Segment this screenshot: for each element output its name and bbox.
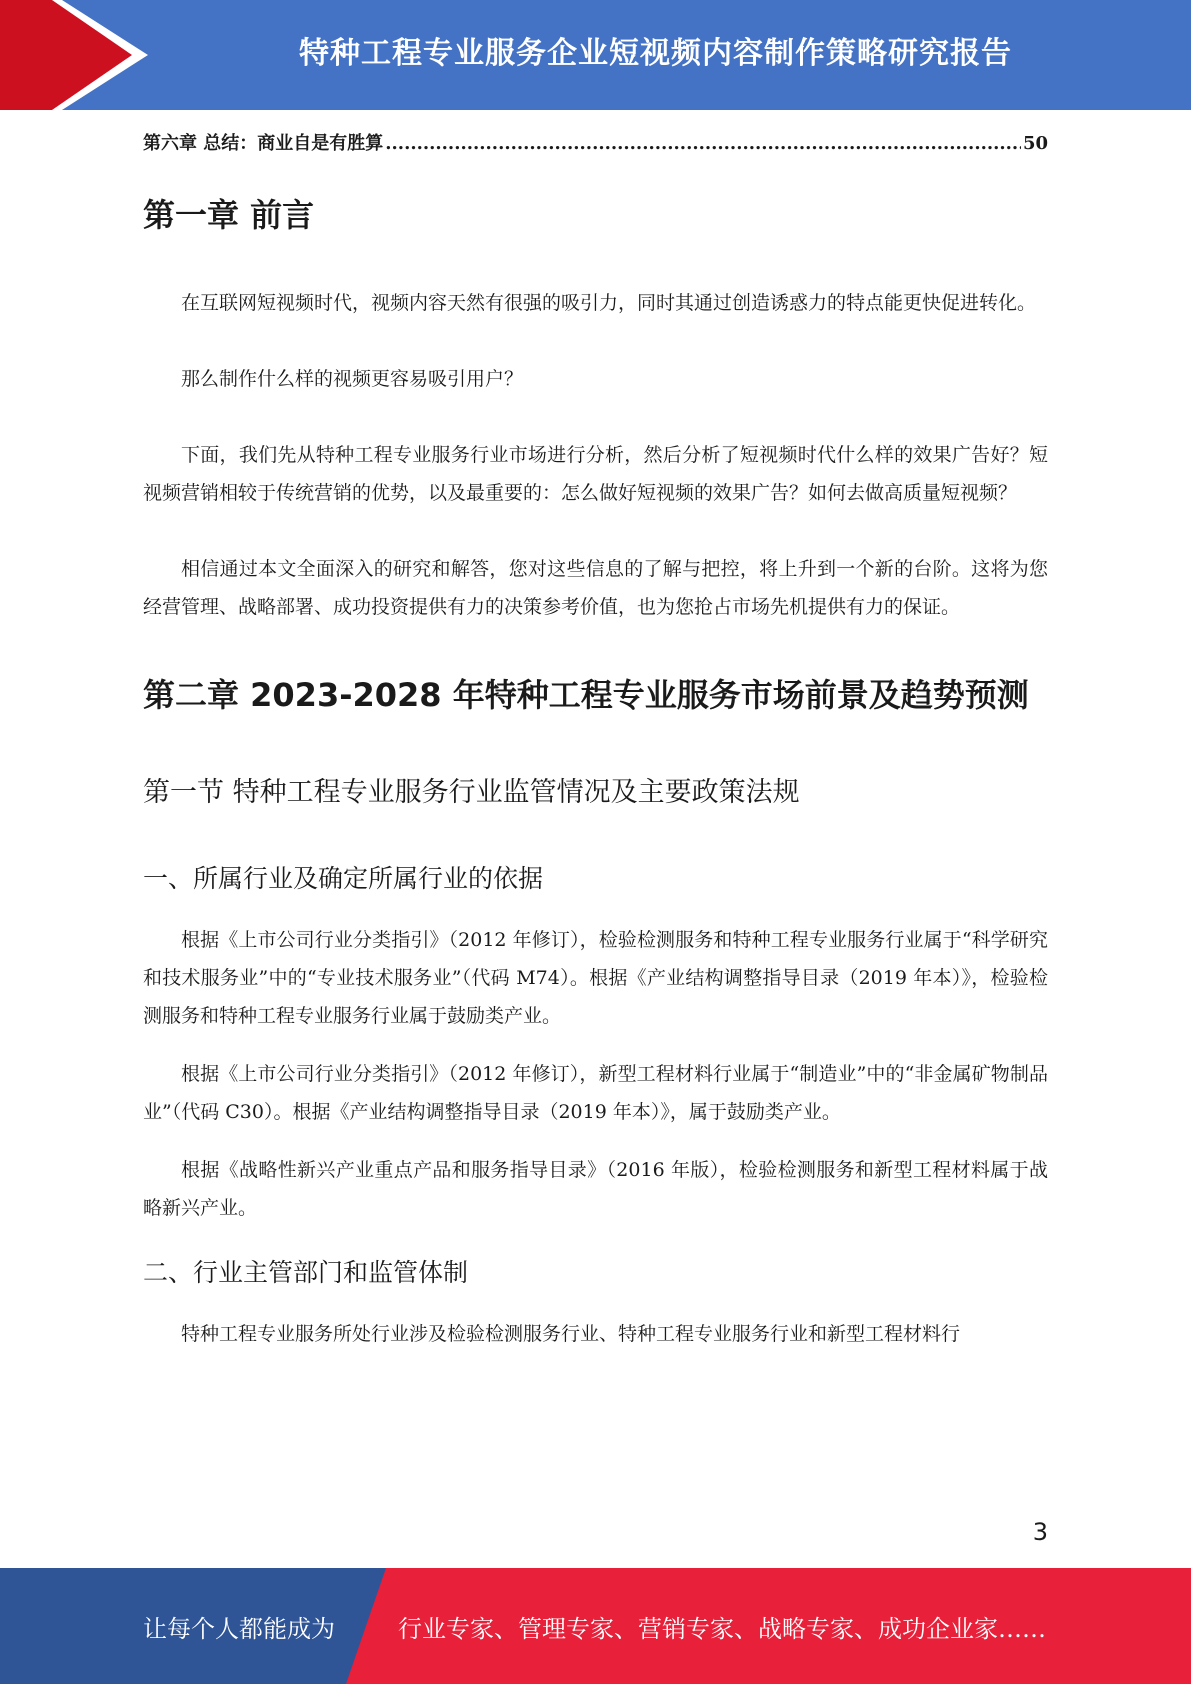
subsection-1-paragraph: 根据《战略性新兴产业重点产品和服务指导目录》（2016 年版），检验检测服务和新型工程材料属于战略新兴产业。 bbox=[143, 1159, 1048, 1219]
chapter-1-paragraph: 在互联网短视频时代，视频内容天然有很强的吸引力，同时其通过创造诱惑力的特点能更快促进转化。 bbox=[181, 292, 1037, 314]
footer-banner bbox=[0, 1568, 1191, 1684]
page-content bbox=[143, 122, 1048, 1353]
toc-entry-label: 第六章 总结：商业自是有胜算 bbox=[143, 133, 384, 154]
subsection-2-heading: 二、行业主管部门和监管体制 bbox=[143, 1258, 469, 1287]
toc-entry[interactable] bbox=[143, 122, 1048, 166]
subsection-1-heading: 一、所属行业及确定所属行业的依据 bbox=[143, 864, 544, 893]
report-title: 特种工程专业服务企业短视频内容制作策略研究报告 bbox=[299, 36, 1012, 71]
chapter-1-paragraph: 那么制作什么样的视频更容易吸引用户？ bbox=[181, 368, 524, 390]
subsection-2-paragraph: 特种工程专业服务所处行业涉及检验检测服务行业、特种工程专业服务行业和新型工程材料行 bbox=[181, 1323, 961, 1345]
subsection-1-paragraph: 根据《上市公司行业分类指引》（2012 年修订），检验检测服务和特种工程专业服务行业属于“科学研究和技术服务业”中的“专业技术服务业”（代码 M74）。根据《产业结构调整指导目录（2019 年本）》，检验检测服务和特种工程专业服务行业属于鼓励类产业。 bbox=[143, 929, 1048, 1027]
footer-slogan-right: 行业专家、管理专家、营销专家、战略专家、成功企业家…… bbox=[398, 1614, 1046, 1643]
toc-leader-dots bbox=[385, 122, 1021, 166]
chapter-1-heading: 第一章 前言 bbox=[143, 196, 315, 234]
chapter-2-heading: 第二章 2023-2028 年特种工程专业服务市场前景及趋势预测 bbox=[143, 676, 1029, 714]
footer-slogan-left: 让每个人都能成为 bbox=[143, 1614, 335, 1643]
section-1-heading: 第一节 特种工程专业服务行业监管情况及主要政策法规 bbox=[143, 777, 800, 808]
toc-entry-page: 50 bbox=[1022, 133, 1048, 154]
header-banner bbox=[0, 0, 1191, 110]
chapter-1-paragraph: 下面，我们先从特种工程专业服务行业市场进行分析，然后分析了短视频时代什么样的效果广告好？短视频营销相较于传统营销的优势，以及最重要的：怎么做好短视频的效果广告？如何去做高质量短视频？ bbox=[143, 444, 1048, 504]
subsection-1-paragraph: 根据《上市公司行业分类指引》（2012 年修订），新型工程材料行业属于“制造业”中的“非金属矿物制品业”（代码 C30）。根据《产业结构调整指导目录（2019 年本）》，属于鼓励类产业。 bbox=[143, 1063, 1048, 1123]
page-number: 3 bbox=[1032, 1518, 1048, 1546]
chapter-1-paragraph: 相信通过本文全面深入的研究和解答，您对这些信息的了解与把控，将上升到一个新的台阶。这将为您经营管理、战略部署、成功投资提供有力的决策参考价值，也为您抢占市场先机提供有力的保证。 bbox=[143, 558, 1048, 618]
